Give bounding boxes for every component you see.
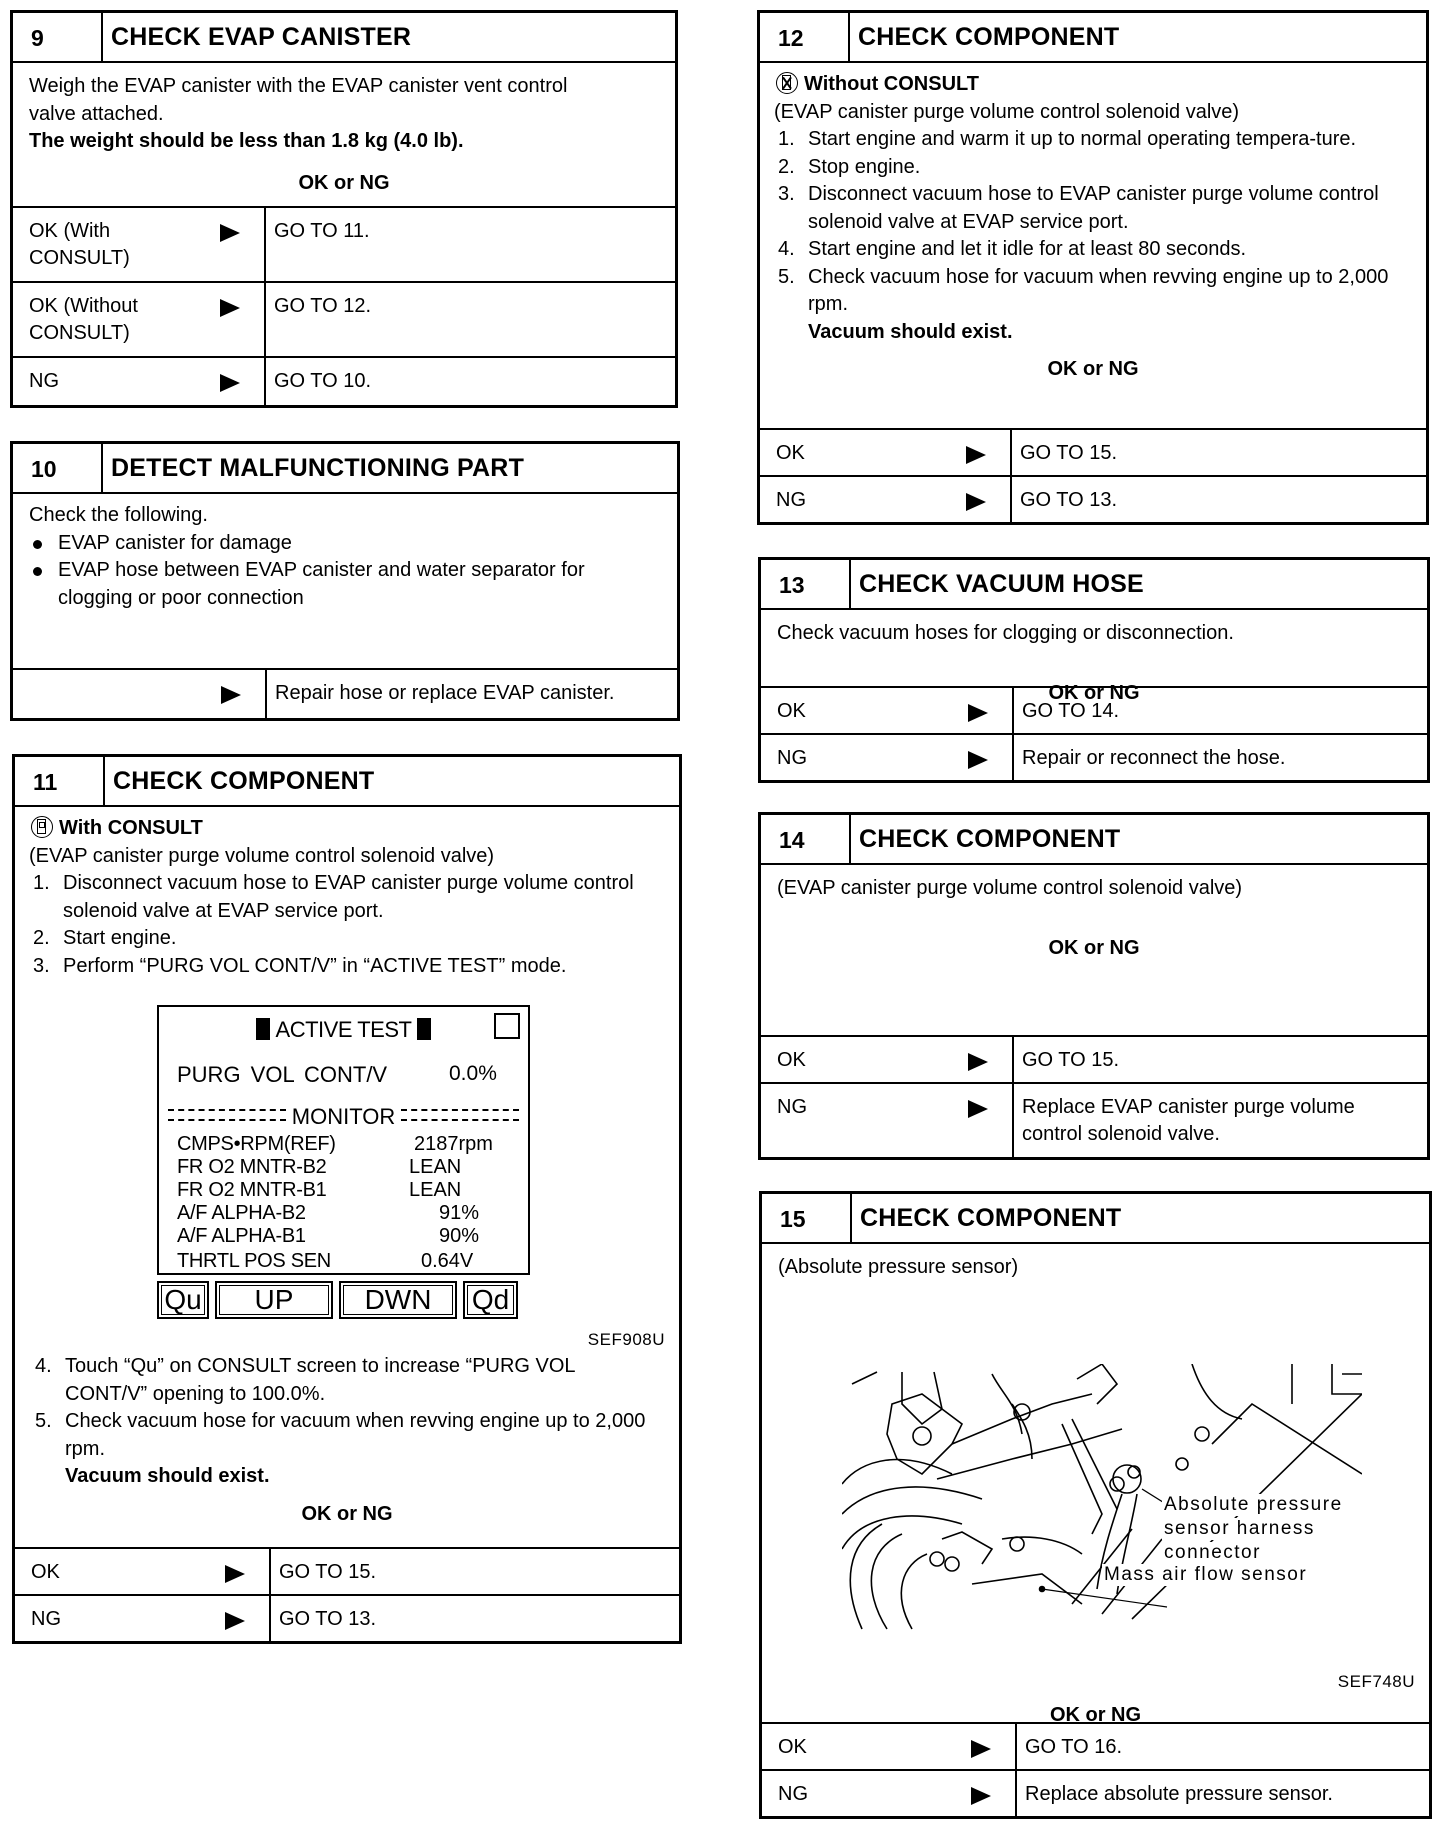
- result-label: [13, 208, 266, 281]
- step-14-check-component: [758, 812, 1430, 1160]
- step-item: [33, 1408, 647, 1463]
- result-row: [760, 428, 1426, 475]
- monitor-item-value: 91%: [439, 1202, 480, 1224]
- step-title: CHECK COMPONENT: [113, 767, 375, 795]
- subject-line: (EVAP canister purge volume control solenoid valve): [774, 100, 1240, 123]
- result-action: GO TO 10.: [274, 370, 372, 392]
- step-title: DETECT MALFUNCTIONING PART: [111, 454, 525, 482]
- result-table: [762, 1722, 1429, 1816]
- step-body: [762, 1244, 1429, 1282]
- result-label-text: NG: [777, 1096, 807, 1118]
- check-list: [29, 530, 661, 613]
- step-index: 4.: [35, 1355, 52, 1377]
- result-label: [760, 477, 1012, 522]
- monitor-item-value: LEAN: [409, 1156, 462, 1178]
- step-body-continued: [15, 1353, 679, 1528]
- result-row: [13, 206, 675, 281]
- step-item: [776, 264, 1394, 319]
- arrow-right-icon: [971, 1787, 991, 1805]
- screen-title-text: ACTIVE TEST: [275, 1017, 412, 1042]
- result-label-text: NG: [778, 1783, 808, 1805]
- result-table: [760, 428, 1426, 522]
- mode-line: [31, 815, 663, 843]
- result-label: [15, 1596, 271, 1641]
- result-action: GO TO 15.: [1020, 442, 1118, 464]
- result-label: [761, 688, 1014, 733]
- result-label: [761, 1037, 1014, 1082]
- result-label-text: OK: [31, 1561, 60, 1583]
- step-index: 3.: [778, 183, 795, 205]
- result-row: [761, 1035, 1427, 1082]
- result-label: [13, 283, 266, 356]
- step-item: [33, 1353, 647, 1408]
- step-body: [13, 63, 675, 197]
- step-index: 2.: [778, 155, 795, 178]
- test-item-value: 0.0%: [449, 1062, 497, 1085]
- up-button: UP: [215, 1281, 333, 1319]
- step-title: CHECK COMPONENT: [860, 1204, 1122, 1232]
- no-consult-icon: [776, 72, 798, 94]
- result-label-line: OK (With: [29, 220, 111, 242]
- step-index: 4.: [778, 238, 795, 260]
- result-label-line: OK (Without: [29, 295, 138, 317]
- result-action: [1014, 1037, 1427, 1082]
- result-action-line: GO TO 15.: [1022, 1049, 1120, 1071]
- monitor-item-value: 2187rpm: [414, 1133, 493, 1155]
- dashed-rule: [401, 1109, 519, 1121]
- subject-line: (EVAP canister purge volume control solenoid valve): [777, 877, 1243, 899]
- step-number: 12: [760, 13, 850, 61]
- arrow-right-icon: [220, 299, 240, 317]
- step-13-check-vacuum-hose: [758, 557, 1430, 783]
- step-index: 2.: [33, 927, 50, 949]
- step-item: [31, 870, 643, 925]
- result-label-text: OK: [777, 700, 806, 722]
- result-action: GO TO 15.: [279, 1561, 377, 1583]
- mode-label: With CONSULT: [59, 817, 203, 839]
- instruction-line: Check vacuum hoses for clogging or disconnection.: [777, 622, 1234, 644]
- block-marker-icon: [417, 1018, 431, 1040]
- result-label-text: NG: [777, 747, 807, 769]
- ok-or-ng-label: OK or NG: [1049, 1704, 1142, 1726]
- step-index: 5.: [778, 265, 795, 288]
- ok-or-ng-label: OK or NG: [301, 1502, 393, 1525]
- instruction-line: Check the following.: [29, 504, 208, 526]
- step-text: Perform “PURG VOL CONT/V” in “ACTIVE TEST” mode.: [63, 954, 567, 977]
- step-title: CHECK VACUUM HOSE: [859, 570, 1144, 598]
- checkbox-icon: [494, 1013, 520, 1039]
- result-table: [761, 686, 1427, 780]
- arrow-right-icon: [966, 493, 986, 511]
- result-label: [762, 1771, 1017, 1816]
- result-row: [761, 733, 1427, 780]
- result-action: GO TO 16.: [1025, 1736, 1123, 1758]
- step-title: CHECK EVAP CANISTER: [111, 23, 412, 51]
- arrow-right-icon: [225, 1565, 245, 1583]
- step-header: [760, 13, 1426, 63]
- subject-line: (Absolute pressure sensor): [778, 1256, 1019, 1278]
- result-row: [13, 281, 675, 356]
- monitor-item-value: LEAN: [409, 1179, 462, 1201]
- step-body: [761, 865, 1427, 962]
- result-action: Repair or reconnect the hose.: [1022, 747, 1286, 769]
- ok-or-ng-label: OK or NG: [1047, 358, 1139, 380]
- result-label-line: CONSULT): [29, 247, 130, 269]
- arrow-right-icon: [225, 1612, 245, 1630]
- step-index: 5.: [35, 1410, 52, 1432]
- mode-line: [776, 71, 1410, 99]
- figure-code: SEF748U: [1337, 1672, 1415, 1691]
- step-index: 1.: [778, 128, 795, 150]
- step-text: Check vacuum hose for vacuum when revving engine up to 2,000 rpm.: [808, 265, 1389, 315]
- arrow-right-icon: [220, 224, 240, 242]
- spec-line: Vacuum should exist.: [808, 320, 1013, 343]
- monitor-item-name: FR O2 MNTR-B1: [177, 1179, 327, 1201]
- callout-connector-label: connector: [1164, 1542, 1261, 1563]
- test-item-name: PURG VOL CONT/V: [177, 1062, 388, 1087]
- arrow-right-icon: [221, 686, 241, 704]
- arrow-right-icon: [966, 446, 986, 464]
- qu-button: Qu: [157, 1281, 209, 1319]
- step-text: Start engine.: [63, 927, 177, 949]
- down-button: DWN: [339, 1281, 457, 1319]
- arrow-right-icon: [968, 1053, 988, 1071]
- result-label-line: NG: [29, 370, 59, 392]
- result-label-text: OK: [778, 1736, 807, 1758]
- monitor-item-name: CMPS•RPM(REF): [177, 1133, 336, 1155]
- step-text: Touch “Qu” on CONSULT screen to increase “PURG VOL CONT/V” opening to 100.0%.: [65, 1355, 575, 1405]
- result-label: [760, 430, 1012, 475]
- step-index: 3.: [33, 954, 50, 977]
- result-label-line: CONSULT): [29, 322, 130, 344]
- arrow-right-icon: [968, 1100, 988, 1118]
- monitor-item-name: THRTL POS SEN: [177, 1250, 331, 1272]
- step-10-detect-malfunctioning-part: [10, 441, 680, 721]
- result-table: [761, 1035, 1427, 1157]
- step-number: 11: [15, 757, 105, 805]
- ok-or-ng-label: OK or NG: [1048, 936, 1140, 959]
- result-action-line: control solenoid valve.: [1022, 1123, 1220, 1145]
- step-9-check-evap-canister: [10, 10, 678, 408]
- instruction-line: Weigh the EVAP canister with the EVAP canister vent control: [29, 75, 568, 97]
- result-label-text: NG: [776, 489, 806, 511]
- result-row: [761, 686, 1427, 733]
- subject-line: (EVAP canister purge volume control solenoid valve): [29, 844, 495, 867]
- callout-mass-air-flow-label: Mass air flow sensor: [1104, 1564, 1308, 1585]
- result-label: [13, 358, 266, 405]
- result-action: GO TO 11.: [274, 220, 370, 242]
- step-number: 14: [761, 815, 851, 863]
- ok-or-ng-label: OK or NG: [298, 171, 390, 194]
- result-row: [761, 1082, 1427, 1157]
- step-text: Disconnect vacuum hose to EVAP canister purge volume control solenoid valve at EVAP service port.: [63, 872, 634, 922]
- result-table: [13, 206, 675, 405]
- step-body: [13, 494, 677, 612]
- step-text: Stop engine.: [808, 155, 921, 178]
- arrow-right-icon: [968, 751, 988, 769]
- result-label: [15, 1549, 271, 1594]
- step-list: [31, 870, 663, 980]
- result-label-text: NG: [31, 1608, 61, 1630]
- monitor-item-name: FR O2 MNTR-B2: [177, 1156, 327, 1178]
- result-table: [13, 668, 677, 718]
- check-item: EVAP hose between EVAP canister and water separator for clogging or poor connection: [29, 557, 661, 612]
- result-row: [762, 1722, 1429, 1769]
- result-action: Replace absolute pressure sensor.: [1025, 1783, 1333, 1805]
- ok-or-ng-label: OK or NG: [1048, 681, 1140, 704]
- step-item: [776, 154, 1394, 182]
- step-header: [13, 444, 677, 494]
- arrow-right-icon: [220, 374, 240, 392]
- step-item: [31, 953, 643, 981]
- step-title: CHECK COMPONENT: [858, 23, 1120, 51]
- step-number: 15: [762, 1194, 852, 1242]
- check-item: EVAP canister for damage: [29, 530, 661, 558]
- result-label: [761, 735, 1014, 780]
- result-action-line: Replace EVAP canister purge volume: [1022, 1096, 1355, 1118]
- step-list: [33, 1353, 663, 1463]
- result-row: [15, 1547, 679, 1594]
- step-item: [776, 236, 1394, 264]
- step-index: 1.: [33, 872, 50, 894]
- step-text: Start engine and let it idle for at least 80 seconds.: [808, 238, 1247, 260]
- result-label: [761, 1084, 1014, 1157]
- callout-absolute-pressure-label: Absolute pressure: [1164, 1494, 1343, 1515]
- step-list: [776, 126, 1410, 319]
- result-action: GO TO 12.: [274, 295, 372, 317]
- step-text: Start engine and warm it up to normal operating tempera-ture.: [808, 128, 1357, 150]
- result-label: [13, 670, 267, 718]
- result-label-text: OK: [776, 442, 805, 464]
- result-table: [15, 1547, 679, 1641]
- monitor-label: MONITOR: [291, 1104, 396, 1129]
- result-label-text: OK: [777, 1049, 806, 1071]
- step-header: [761, 560, 1427, 610]
- screen-title: [159, 1017, 528, 1043]
- consult-button-bar: [157, 1281, 530, 1319]
- instruction-line: valve attached.: [29, 102, 164, 125]
- consult-display: [157, 1005, 530, 1275]
- step-text: Disconnect vacuum hose to EVAP canister purge volume control solenoid valve at EVAP service port.: [808, 183, 1379, 233]
- step-number: 10: [13, 444, 103, 492]
- spec-line: The weight should be less than 1.8 kg (4.0 lb).: [29, 130, 464, 152]
- figure-code: SEF908U: [587, 1330, 665, 1349]
- consult-active-test-screen: [157, 1005, 530, 1319]
- step-number: 9: [13, 13, 103, 61]
- qd-button: Qd: [463, 1281, 518, 1319]
- step-item: [776, 126, 1394, 154]
- step-body: [760, 63, 1426, 384]
- monitor-item-value: 0.64V: [421, 1250, 474, 1272]
- step-header: [761, 815, 1427, 865]
- monitor-divider: [159, 1104, 528, 1130]
- result-row: [760, 475, 1426, 522]
- dashed-rule: [168, 1109, 286, 1121]
- step-item: [31, 925, 643, 953]
- monitor-item-name: A/F ALPHA-B2: [177, 1202, 306, 1224]
- step-12-check-component: [757, 10, 1429, 525]
- monitor-item-name: A/F ALPHA-B1: [177, 1225, 306, 1247]
- step-header: [15, 757, 679, 807]
- step-header: [762, 1194, 1429, 1244]
- result-row: [762, 1769, 1429, 1816]
- step-header: [13, 13, 675, 63]
- step-number: 13: [761, 560, 851, 608]
- consult-tester-icon: [31, 816, 53, 838]
- result-action: Repair hose or replace EVAP canister.: [275, 682, 615, 704]
- result-row: [15, 1594, 679, 1641]
- result-action: GO TO 13.: [1020, 489, 1118, 511]
- step-title: CHECK COMPONENT: [859, 825, 1121, 853]
- callout-harness-label: sensor harness: [1164, 1518, 1315, 1539]
- result-action: GO TO 13.: [279, 1608, 377, 1630]
- step-15-check-component: [759, 1191, 1432, 1819]
- arrow-right-icon: [971, 1740, 991, 1758]
- step-body: [15, 807, 679, 980]
- result-action: [1014, 1084, 1427, 1157]
- result-action: GO TO 14.: [1022, 700, 1120, 722]
- block-marker-icon: [256, 1018, 270, 1040]
- mode-label: Without CONSULT: [804, 73, 979, 95]
- result-row: [13, 668, 677, 718]
- monitor-item-value: 90%: [439, 1225, 480, 1247]
- step-item: [776, 181, 1394, 236]
- spec-line: Vacuum should exist.: [65, 1465, 270, 1487]
- result-row: [13, 356, 675, 405]
- step-text: Check vacuum hose for vacuum when revving engine up to 2,000 rpm.: [65, 1410, 646, 1460]
- arrow-right-icon: [968, 704, 988, 722]
- result-label: [762, 1724, 1017, 1769]
